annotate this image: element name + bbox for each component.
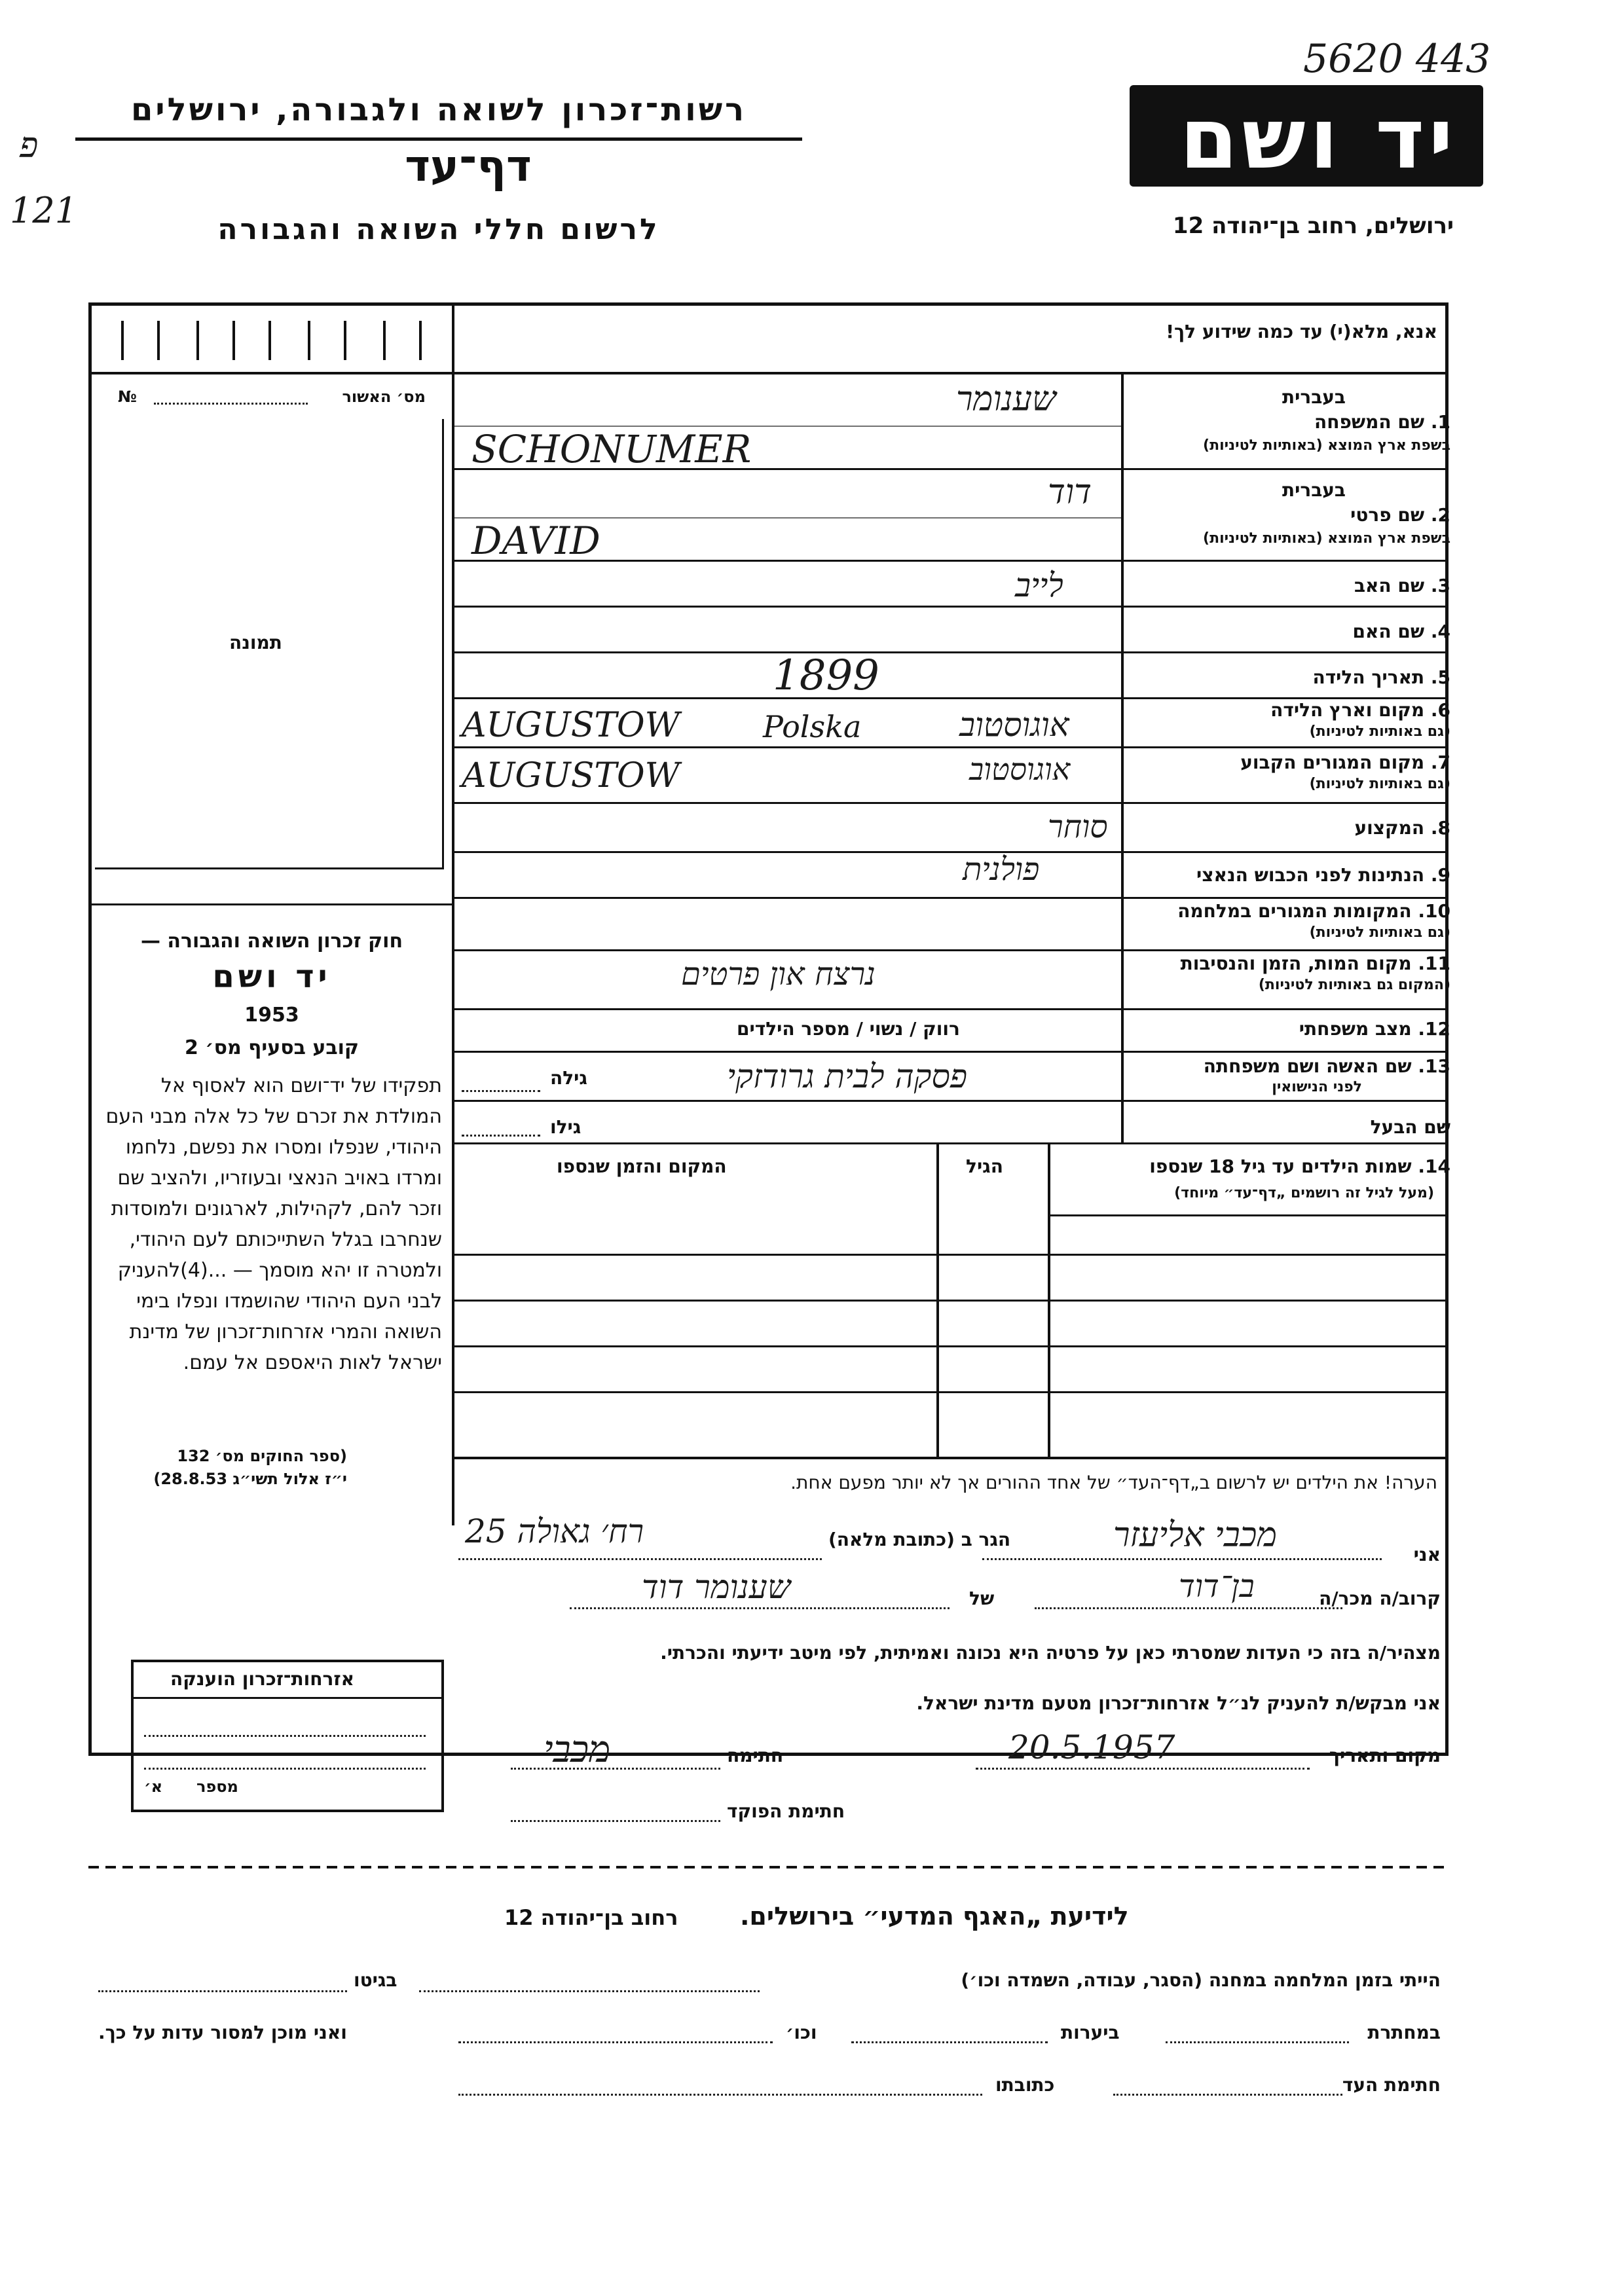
citizenship-number-label: מספר — [196, 1777, 238, 1796]
witness-sig-field[interactable] — [1113, 2094, 1342, 2096]
q5-label: 5. תאריך הלידה — [1312, 666, 1450, 688]
form-subtitle: לרשום חללי השואה והגבורה — [217, 213, 660, 246]
declarant-relation[interactable]: בן־דוד — [1179, 1568, 1255, 1605]
q11-value[interactable]: נרצח און פרטים — [681, 956, 876, 993]
logo-text: יד ושם — [1179, 90, 1457, 188]
q9-value[interactable]: פולנית — [963, 851, 1040, 888]
footer-line1: הייתי בזמן המלחמה במחנה (הסגר, עבודה, השמדה וכו׳) — [961, 1969, 1441, 1991]
declarant-of-label: של — [969, 1588, 995, 1609]
husband-age-label: גילו — [550, 1116, 581, 1138]
witness-address-field[interactable] — [458, 2094, 982, 2096]
place-date-label: מקום ותאריך — [1329, 1745, 1441, 1766]
q2-sub: בשפת ארץ המוצא (באותיות לטיניות) — [1203, 530, 1450, 547]
q8-label: 8. המקצוע — [1354, 817, 1450, 839]
law-source: (ספר החוקים מס׳ 132 — [177, 1447, 347, 1465]
q6-sub: (גם באותיות לטיניות) — [1309, 723, 1450, 740]
husband-label: שם הבעל — [1370, 1116, 1450, 1138]
witness-address-label: כתובתו — [995, 2074, 1055, 2096]
note-text: הערה! את הילדים יש לרשום ב„דף־העד״ של אחד ההורים אך לא יותר מפעם אחת. — [790, 1472, 1437, 1493]
q7-value-latin[interactable]: AUGUSTOW — [462, 756, 680, 795]
margin-mark-1: פ — [20, 124, 39, 166]
declarant-of[interactable]: שענומר דוד — [642, 1568, 791, 1606]
witness-sig-label: חתימת העד — [1342, 2074, 1441, 2096]
q6-value-country[interactable]: Polska — [763, 709, 862, 744]
ready-label: ואני מוכן למסור עדות על כך. — [98, 2022, 347, 2043]
place-date-value[interactable]: 20.5.1957 — [1008, 1728, 1175, 1766]
etc-field[interactable] — [458, 2041, 773, 2043]
q7-sub: (גם באותיות לטיניות) — [1309, 776, 1450, 792]
q14-sub: (מעל לגיל זה רושמים „דף־עד״ מיוחד) — [1174, 1185, 1434, 1201]
ghetto-field[interactable] — [98, 1990, 347, 1992]
law-section: קובע בסעיף מס׳ 2 — [184, 1036, 360, 1059]
q9-label: 9. הנתינות לפני הכבוש הנאצי — [1196, 864, 1450, 886]
underground-field[interactable] — [1166, 2041, 1349, 2043]
address: ירושלים, רחוב בן־יהודה 12 — [1172, 213, 1454, 239]
q7-value-hebrew[interactable]: אוגוסטוב — [969, 752, 1071, 787]
declarant-relation-label: קרוב/ה מכר/ה — [1319, 1588, 1441, 1609]
q1-value-hebrew[interactable]: שענומר — [956, 380, 1056, 419]
law-source-date: י״ז אלול תשי״ג 28.8.53) — [153, 1470, 347, 1488]
q8-value[interactable]: סוחר — [1048, 809, 1108, 845]
q2-hebrew-tag: בעברית — [1282, 479, 1346, 501]
q1-hebrew-tag: בעברית — [1282, 386, 1346, 408]
q11-sub: (המקום גם באותיות לטיניות) — [1258, 977, 1450, 993]
instruction-text: אנא, מלא(י) עד כמה שידוע לך! — [1166, 321, 1437, 342]
q13-age-label: גילה — [550, 1067, 587, 1089]
signature-label: חתימה — [727, 1745, 784, 1766]
file-number: 5620 443 — [1303, 36, 1491, 82]
approval-number-field[interactable] — [154, 403, 308, 405]
forests-field[interactable] — [851, 2041, 1048, 2043]
officer-signature-label: חתימת הפוקד — [727, 1800, 845, 1822]
request-text: אני מבקש/ת להעניק לנ״ל אזרחות־זכרון מטעם מדינת ישראל. — [916, 1692, 1441, 1714]
q5-value[interactable]: 1899 — [773, 651, 879, 700]
authority-name: רשות־זכרון לשואה ולגבורה, ירושלים — [130, 92, 747, 128]
footer-address: רחוב בן־יהודה 12 — [504, 1905, 678, 1930]
q14-col-place: המקום והזמן שנספו — [557, 1156, 727, 1177]
q10-sub: (גם באותיות לטיניות) — [1309, 924, 1450, 941]
q6-value-hebrew[interactable]: אוגוסטוב — [959, 706, 1069, 744]
underground-label: במחתרת — [1367, 2022, 1441, 2043]
citizenship-title: אזרחות־זכרון הוענקה — [170, 1668, 354, 1690]
q10-label: 10. המקומות המגורים במלחמה — [1177, 900, 1450, 922]
declarant-i-label: אני — [1413, 1544, 1441, 1565]
q13-value[interactable]: פסקה לבית גרודזקי — [727, 1057, 968, 1095]
q3-value[interactable]: לייב — [1015, 566, 1063, 604]
q6-label: 6. מקום וארץ הלידה — [1270, 699, 1450, 721]
citizenship-number-prefix: א׳ — [144, 1777, 163, 1796]
declarant-address[interactable]: רח׳ גאולה 25 — [465, 1512, 644, 1550]
forests-label: ביערות — [1061, 2022, 1120, 2043]
approval-no-label: № — [118, 388, 137, 406]
q1-value-latin[interactable]: SCHONUMER — [471, 427, 752, 471]
q11-label: 11. מקום המות, הזמן והנסיבות — [1180, 953, 1450, 974]
footer-title: לידיעת „האגף המדעי״ בירושלים. — [740, 1902, 1129, 1931]
q3-label: 3. שם האב — [1354, 575, 1450, 596]
etc-label: וכו׳ — [786, 2022, 817, 2043]
camp-field[interactable] — [419, 1990, 760, 1992]
q14-label: 14. שמות הילדים עד גיל 18 שנספו — [1149, 1156, 1450, 1177]
q13-label: 13. שם האשה ושם משפחתה — [1203, 1055, 1450, 1077]
q6-value-latin[interactable]: AUGUSTOW — [462, 706, 680, 745]
approval-label: מס׳ האשור — [342, 388, 426, 406]
q13-sub: לפני הנישואין — [1272, 1079, 1362, 1095]
law-year: 1953 — [244, 1004, 299, 1027]
q1-label: 1. שם המשפחה — [1314, 411, 1450, 433]
q1-sub: בשפת ארץ המוצא (באותיות לטיניות) — [1203, 437, 1450, 454]
signature-value[interactable]: מכבי — [544, 1728, 611, 1771]
form-title: דף־עד — [405, 141, 532, 191]
margin-mark-2: 121 — [10, 190, 78, 231]
q2-value-hebrew[interactable]: דוד — [1048, 473, 1092, 512]
law-text: תפקידו של יד־ושם הוא לאסוף אל המולדת את זכרם של כל אלה מבני העם היהודי, שנפלו ומסרו את נפשם, נלחמו ומרדו באויב הנאצי ובעוזריו, ולהציב שם וזכר להם, לקהילות, לארגונים ולמוסדות שנחרבו בגלל השתייכותם לעם היהודי, ולמטרה זו יהא מוסמך — ...(4)להעניק לבני העם היהודי שהושמדו ונפלו בימי השואה והמרי אזרחות־זכרון של מדינת ישראל לאות היאספם אל עמם. — [105, 1074, 442, 1374]
q2-label: 2. שם פרטי — [1350, 504, 1450, 526]
q14-col-age: הגיל — [966, 1156, 1003, 1177]
q4-label: 4. שם האם — [1352, 621, 1450, 642]
yad-vashem-logo — [1130, 85, 1483, 187]
photo-label: תמונה — [229, 632, 282, 653]
q12-label: 12. מצב משפחתי — [1299, 1018, 1450, 1040]
law-name: יד ושם — [212, 958, 331, 995]
law-title: חוק זכרון השואה והגבורה — — [140, 930, 403, 953]
ghetto-label: בגיטו — [354, 1969, 397, 1991]
q7-label: 7. מקום המגורים הקבוע — [1240, 752, 1450, 773]
q12-options: רווק / נשוי / מספר הילדים — [737, 1018, 960, 1040]
declarant-name[interactable]: מכבי אליעזר — [1113, 1516, 1278, 1555]
declarant-address-label: הגר ב (כתובת מלאה) — [828, 1529, 1011, 1550]
declaration-text: מצהיר/ה בזה כי העדות שמסרתי כאן על פרטיה היא נכונה ואמיתית, לפי מיטב ידיעתי והכרתי. — [660, 1642, 1441, 1664]
q2-value-latin[interactable]: DAVID — [471, 519, 600, 563]
